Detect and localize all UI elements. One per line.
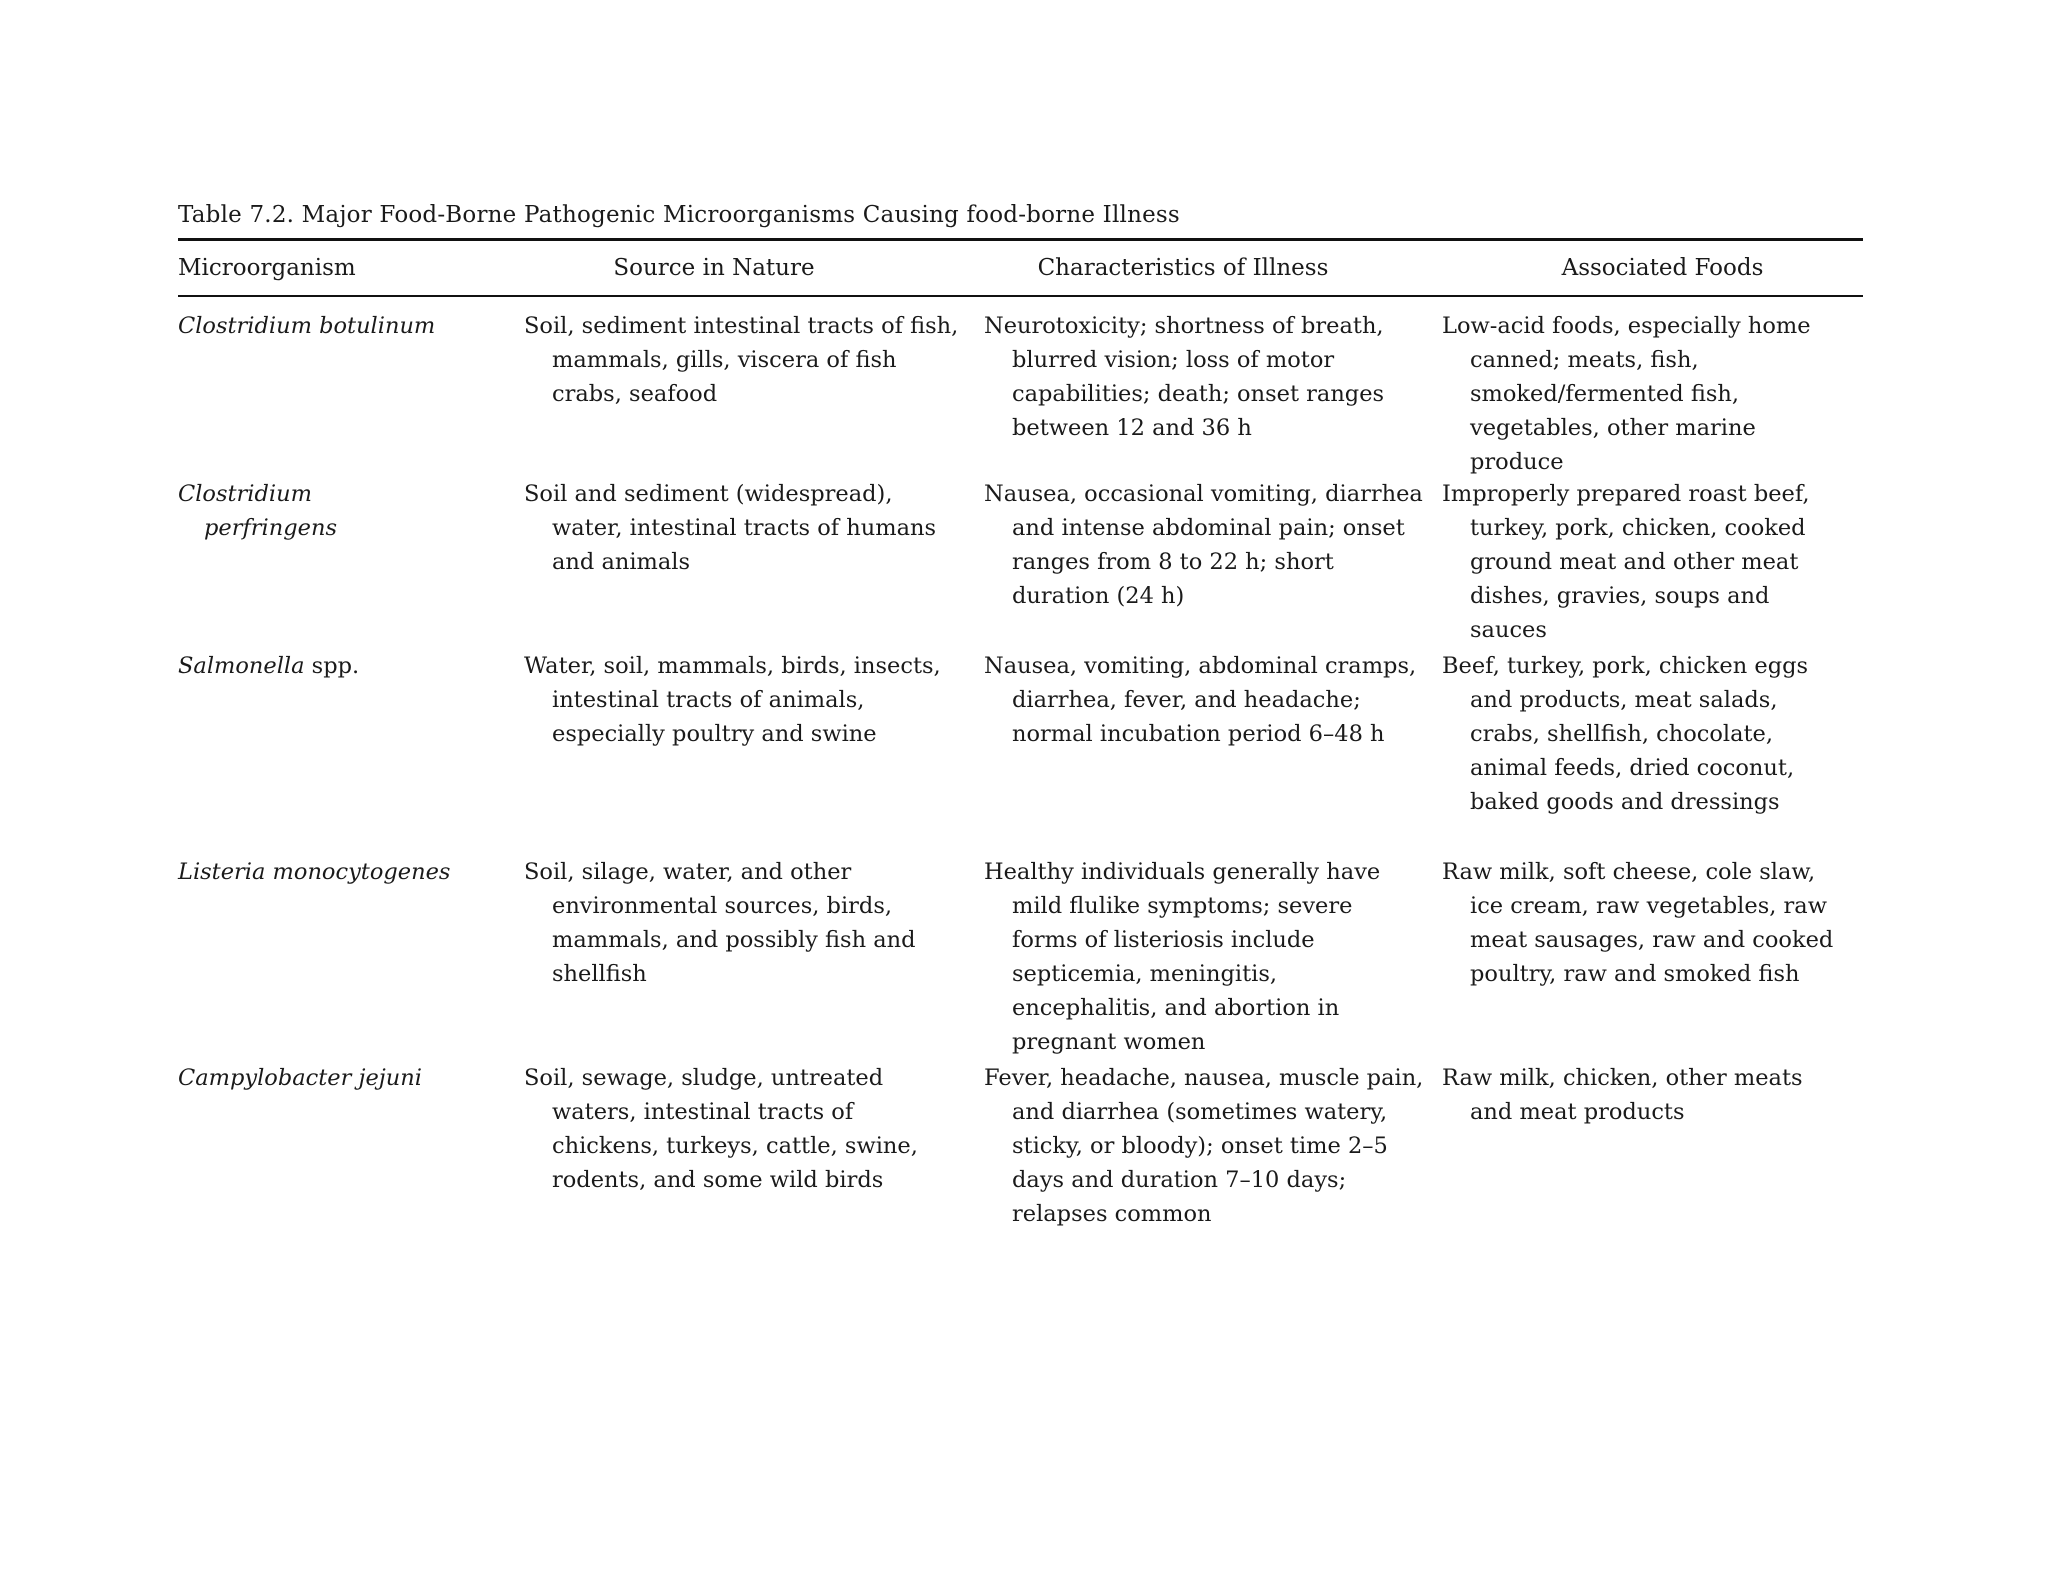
organism-cell: Listeria monocytogenes (178, 859, 451, 885)
organism-cell: Clostridium botulinum (178, 313, 436, 339)
table-row (178, 855, 1863, 1061)
header-foods: Associated Foods (1561, 255, 1764, 281)
characteristics-cell: Nausea, vomiting, abdominal cramps, diarrhea, fever, and headache; normal incubation period 6–48 h (984, 653, 1417, 747)
table-caption: Table 7.2. Major Food-Borne Pathogenic Microorganisms Causing food-borne Illness (178, 202, 1180, 228)
foods-cell: Beef, turkey, pork, chicken eggs and products, meat salads, crabs, shellfish, chocolate, animal feeds, dried coconut, baked goods and dressings (1442, 653, 1809, 815)
source-cell: Soil, sediment intestinal tracts of fish, mammals, gills, viscera of fish crabs, seafood (524, 313, 959, 407)
table-row (178, 477, 1863, 649)
characteristics-cell: Nausea, occasional vomiting, diarrhea and intense abdominal pain; onset ranges from 8 to 22 h; short duration (24 h) (984, 481, 1423, 609)
source-cell: Soil, silage, water, and other environmental sources, birds, mammals, and possibly fish and shellfish (524, 859, 916, 987)
organism-line-2: perfringens (204, 515, 338, 541)
header-microorganism: Microorganism (178, 255, 356, 281)
source-cell: Water, soil, mammals, birds, insects, intestinal tracts of animals, especially poultry and swine (524, 653, 941, 747)
table-header-row (178, 241, 1863, 295)
characteristics-cell: Fever, headache, nausea, muscle pain, and diarrhea (sometimes watery, sticky, or bloody); onset time 2–5 days and duration 7–10 days; relapses common (984, 1065, 1424, 1227)
organism-cell: Campylobacter jejuni (178, 1065, 422, 1091)
table-row (178, 649, 1863, 855)
foods-cell: Raw milk, chicken, other meats and meat products (1442, 1065, 1803, 1125)
organism-cell (178, 649, 524, 855)
foods-cell: Improperly prepared roast beef, turkey, pork, chicken, cooked ground meat and other meat dishes, gravies, soups and sauces (1442, 481, 1810, 643)
organism-line-1: Clostridium (178, 481, 312, 507)
foods-cell: Low-acid foods, especially home canned; meats, fish, smoked/fermented fish, vegetables, other marine produce (1442, 313, 1811, 475)
organism-cell (178, 477, 524, 649)
header-characteristics: Characteristics of Illness (1037, 255, 1329, 281)
table-row (178, 297, 1863, 477)
organism-suffix: spp. (304, 653, 360, 679)
foods-cell: Raw milk, soft cheese, cole slaw, ice cream, raw vegetables, raw meat sausages, raw and cooked poultry, raw and smoked fish (1442, 859, 1834, 987)
source-cell: Soil and sediment (widespread), water, intestinal tracts of humans and animals (524, 481, 937, 575)
document-page (178, 200, 1863, 1271)
source-cell: Soil, sewage, sludge, untreated waters, intestinal tracts of chickens, turkeys, cattle, swine, rodents, and some wild birds (524, 1065, 918, 1193)
organism-genus: Salmonella (178, 653, 305, 679)
table-row (178, 1061, 1863, 1271)
characteristics-cell: Neurotoxicity; shortness of breath, blurred vision; loss of motor capabilities; death; onset ranges between 12 and 36 h (984, 313, 1385, 441)
characteristics-cell: Healthy individuals generally have mild flulike symptoms; severe forms of listeriosis include septicemia, meningitis, encephalitis, and abortion in pregnant women (984, 859, 1381, 1055)
header-source: Source in Nature (613, 255, 815, 281)
